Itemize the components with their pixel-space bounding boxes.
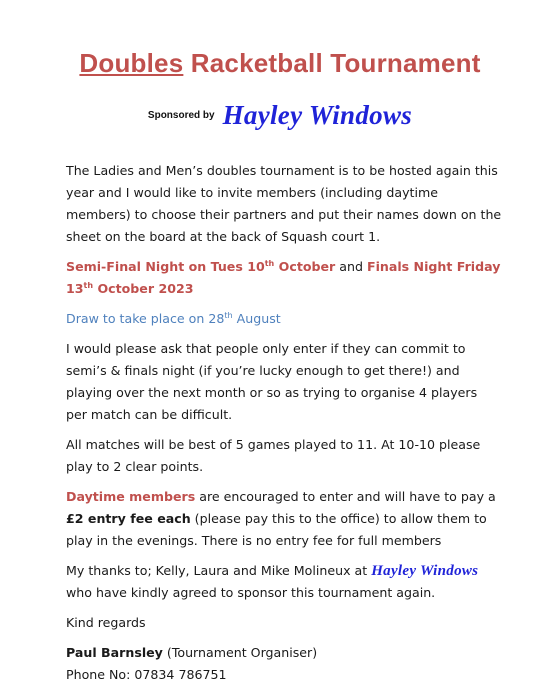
intro-paragraph: The Ladies and Men’s doubles tournament is to be hosted again this year and I would like to invite members (including daytime members) to choose their partners and put their names down on the sheet on the board at the back of Squash court 1. <box>66 163 502 244</box>
daytime-members-label: Daytime members <box>66 489 196 504</box>
dates-paragraph <box>66 256 502 300</box>
dates-and: and <box>335 259 367 274</box>
final-date: Finals Night Friday 13th October 2023 <box>66 259 501 296</box>
semi-final-date: Semi-Final Night on Tues 10th October <box>66 258 336 274</box>
draw-paragraph: Draw to take place on 28th August <box>66 310 281 326</box>
signoff-name-line <box>66 642 502 664</box>
sponsor-line <box>0 100 560 131</box>
sponsor-logo: Hayley Windows <box>222 100 413 130</box>
organiser-name: Paul Barnsley <box>66 645 163 660</box>
organiser-role: (Tournament Organiser) <box>162 645 318 660</box>
thanks-paragraph: My thanks to; Kelly, Laura and Mike Molineux at Hayley Windows who have kindly agreed to sponsor this tournament again. <box>66 563 479 600</box>
page-title <box>0 48 560 79</box>
daytime-paragraph: Daytime members are encouraged to enter and will have to pay a £2 entry fee each (please pay this to the office) to allow them to play in the evenings. There is no entry fee for full members <box>66 489 496 548</box>
title-rest: Racketball Tournament <box>183 48 481 78</box>
regards-text: Kind regards <box>66 615 146 630</box>
commit-paragraph: I would please ask that people only enter if they can commit to semi’s & finals night (if you’re lucky enough to get there!) and playing over the next month or so as trying to organise 4 players per match can be difficult. <box>66 341 478 422</box>
rules-paragraph: All matches will be best of 5 games played to 11. At 10-10 please play to 2 clear points. <box>66 437 481 474</box>
phone-number: Phone No: 07834 786751 <box>66 667 227 682</box>
notice-body <box>66 160 502 686</box>
sponsor-logo-inline: Hayley Windows <box>371 563 479 579</box>
title-doubles: Doubles <box>79 48 184 78</box>
sponsor-label: Sponsored by <box>147 110 215 121</box>
entry-fee: £2 entry fee each <box>66 511 191 526</box>
